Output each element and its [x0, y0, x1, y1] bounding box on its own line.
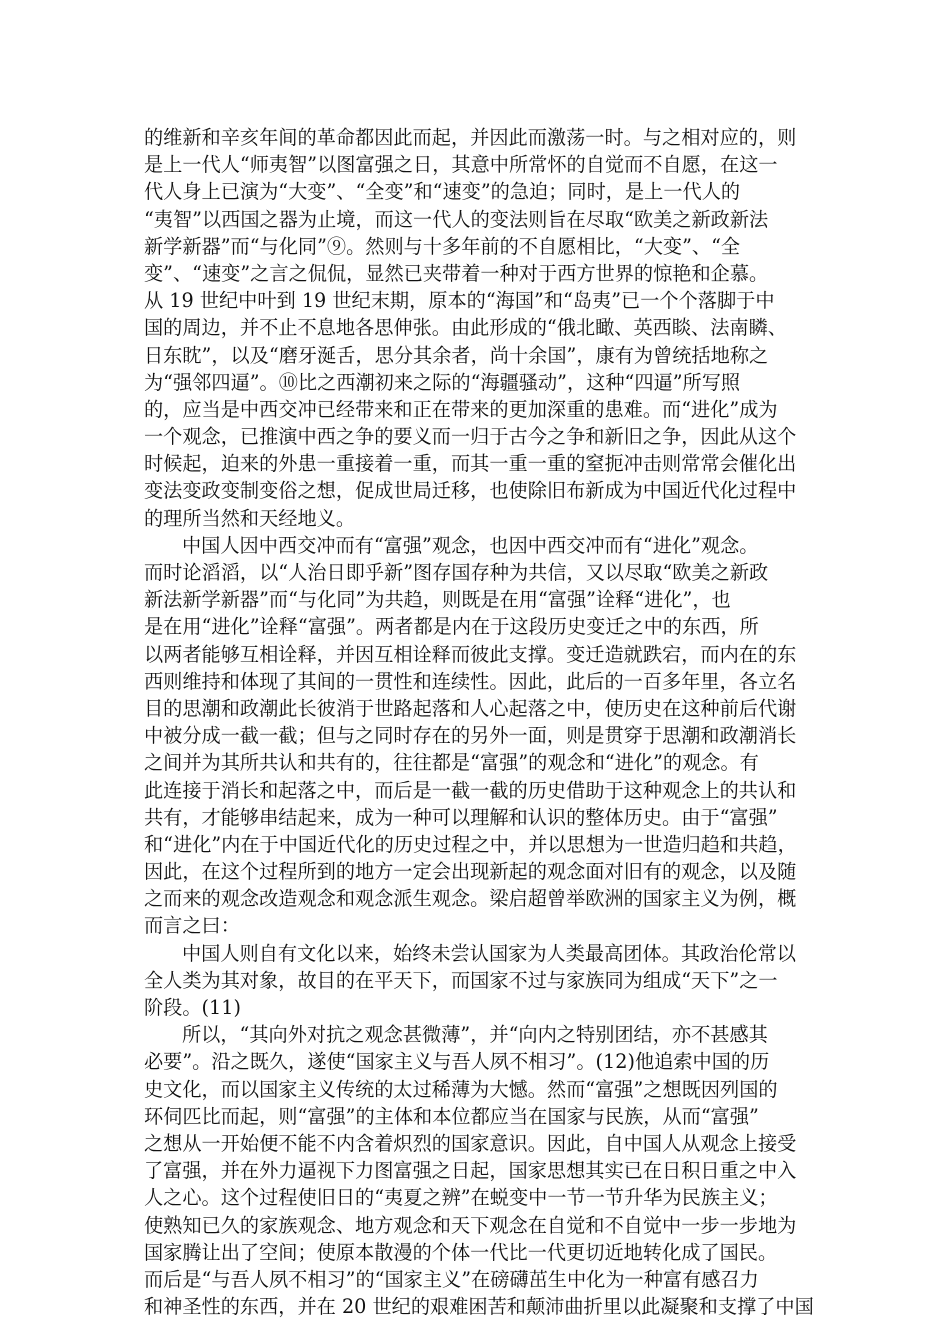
text-line: 了富强，并在外力逼视下力图富强之日起，国家思想其实已在日积日重之中入 [144, 1159, 797, 1183]
text-line: 日东眈”，以及“磨牙涎舌，思分其余者，尚十余国”，康有为曾统括地称之 [144, 343, 769, 367]
text-line: 此连接于消长和起落之中，而后是一截一截的历史借助于这种观念上的共认和 [144, 778, 797, 802]
quote-line: 全人类为其对象，故目的在平天下，而国家不过与家族同为组成“天下”之一 [144, 968, 778, 992]
text-line: 而时论滔滔，以“人治日即乎新”图存国存种为共信，又以尽取“欧美之新政 [144, 561, 769, 584]
text-line: 而言之曰： [144, 914, 240, 938]
text-line: 而后是“与吾人夙不相习”的“国家主义”在磅礴茁生中化为一种富有感召力 [144, 1267, 759, 1291]
text-line: 新学新器”而“与化同”⑨。然则与十多年前的不自愿相比，“大变”、“全 [144, 234, 741, 258]
text-line: “夷智”以西国之器为止境，而这一代人的变法则旨在尽取“欧美之新政新法 [144, 207, 769, 231]
text-line: 国家腾让出了空间；使原本散漫的个体一代比一代更切近地转化成了国民。 [144, 1240, 778, 1264]
text-line: 之间并为其所共认和共有的，往往都是“富强”的观念和“进化”的观念。有 [144, 751, 759, 775]
text-line: 以两者能够互相诠释，并因互相诠释而彼此支撑。变迁造就跌宕，而内在的东 [144, 642, 797, 666]
text-line: 之想从一开始便不能不内含着炽烈的国家意识。因此，自中国人从观念上接受 [144, 1131, 797, 1155]
text-line: 代人身上已演为“大变”、“全变”和“速变”的急迫；同时，是上一代人的 [144, 180, 741, 204]
paragraph-start-line: 中国人因中西交冲而有“富强”观念，也因中西交冲而有“进化”观念。 [182, 533, 759, 557]
text-line: 一个观念，已推演中西之争的要义而一归于古今之争和新旧之争，因此从这个 [144, 425, 797, 449]
text-line: 变法变政变制变俗之想，促成世局迁移，也使除旧布新成为中国近代化过程中 [144, 479, 797, 503]
text-line: 人之心。这个过程使旧日的“夷夏之辨”在蜕变中一节一节升华为民族主义； [144, 1186, 778, 1210]
text-line: 因此，在这个过程所到的地方一定会出现新起的观念面对旧有的观念，以及随 [144, 860, 797, 884]
text-line: 变”、“速变”之言之侃侃，显然已夹带着一种对于西方世界的惊艳和企慕。 [144, 261, 769, 285]
document-body [144, 124, 814, 1320]
quote-line: 阶段。(11) [144, 996, 241, 1019]
text-line: 共有，才能够串结起来，成为一种可以理解和认识的整体历史。由于“富强” [144, 805, 778, 829]
text-line: 是在用“进化”诠释“富强”。两者都是内在于这段历史变迁之中的东西，所 [144, 615, 759, 639]
text-line: 目的思潮和政潮此长彼消于世路起落和人心起落之中，使历史在这种前后代谢 [144, 696, 797, 720]
text-line: 时候起，迫来的外患一重接着一重，而其一重一重的窒扼冲击则常常会催化出 [144, 452, 797, 476]
text-line: 新法新学新器”而“与化同”为共趋，则既是在用“富强”诠释“进化”，也 [144, 588, 731, 612]
text-line: 之而来的观念改造观念和观念派生观念。梁启超曾举欧洲的国家主义为例，概 [144, 887, 797, 911]
text-line: 和神圣性的东西，并在 20 世纪的艰难困苦和颠沛曲折里以此凝聚和支撑了中国 [144, 1295, 814, 1319]
text-line: 为“强邻四逼”。⑩比之西潮初来之际的“海疆骚动”，这种“四逼”所写照 [144, 370, 741, 394]
text-line: 国的周边，并不止不息地各思伸张。由此形成的“俄北瞰、英西睒、法南瞵、 [144, 316, 787, 340]
text-line: 的维新和辛亥年间的革命都因此而起，并因此而激荡一时。与之相对应的，则 [144, 126, 797, 149]
quote-start-line: 中国人则自有文化以来，始终未尝认国家为人类最高团体。其政治伦常以 [182, 941, 796, 965]
text-line: 的理所当然和天经地义。 [144, 506, 356, 530]
paragraph-start-line: 所以，“其向外对抗之观念甚微薄”，并“向内之特别团结，亦不甚感其 [182, 1023, 768, 1047]
text-line: 的，应当是中西交冲已经带来和正在带来的更加深重的患难。而“进化”成为 [144, 397, 778, 421]
text-line: 中被分成一截一截；但与之同时存在的另外一面，则是贯穿于思潮和政潮消长 [144, 724, 797, 748]
text-line: 必要”。沿之既久，遂使“国家主义与吾人夙不相习”。(12)他追索中国的历 [144, 1050, 770, 1074]
text-line: 史文化，而以国家主义传统的太过稀薄为大憾。然而“富强”之想既因列国的 [144, 1077, 778, 1101]
text-line: 使熟知已久的家族观念、地方观念和天下观念在自觉和不自觉中一步一步地为 [144, 1213, 797, 1237]
text-line: 和“进化”内在于中国近代化的历史过程之中，并以思想为一世造归趋和共趋， [144, 832, 797, 856]
text-line: 西则维持和体现了其间的一贯性和连续性。因此，此后的一百多年里，各立名 [144, 669, 797, 693]
text-line: 环伺匹比而起，则“富强”的主体和本位都应当在国家与民族，从而“富强” [144, 1104, 759, 1128]
text-line: 是上一代人“师夷智”以图富强之日，其意中所常怀的自觉而不自愿，在这一 [144, 153, 778, 177]
text-line: 从 19 世纪中叶到 19 世纪末期，原本的“海国”和“岛夷”已一个个落脚于中 [144, 289, 775, 313]
